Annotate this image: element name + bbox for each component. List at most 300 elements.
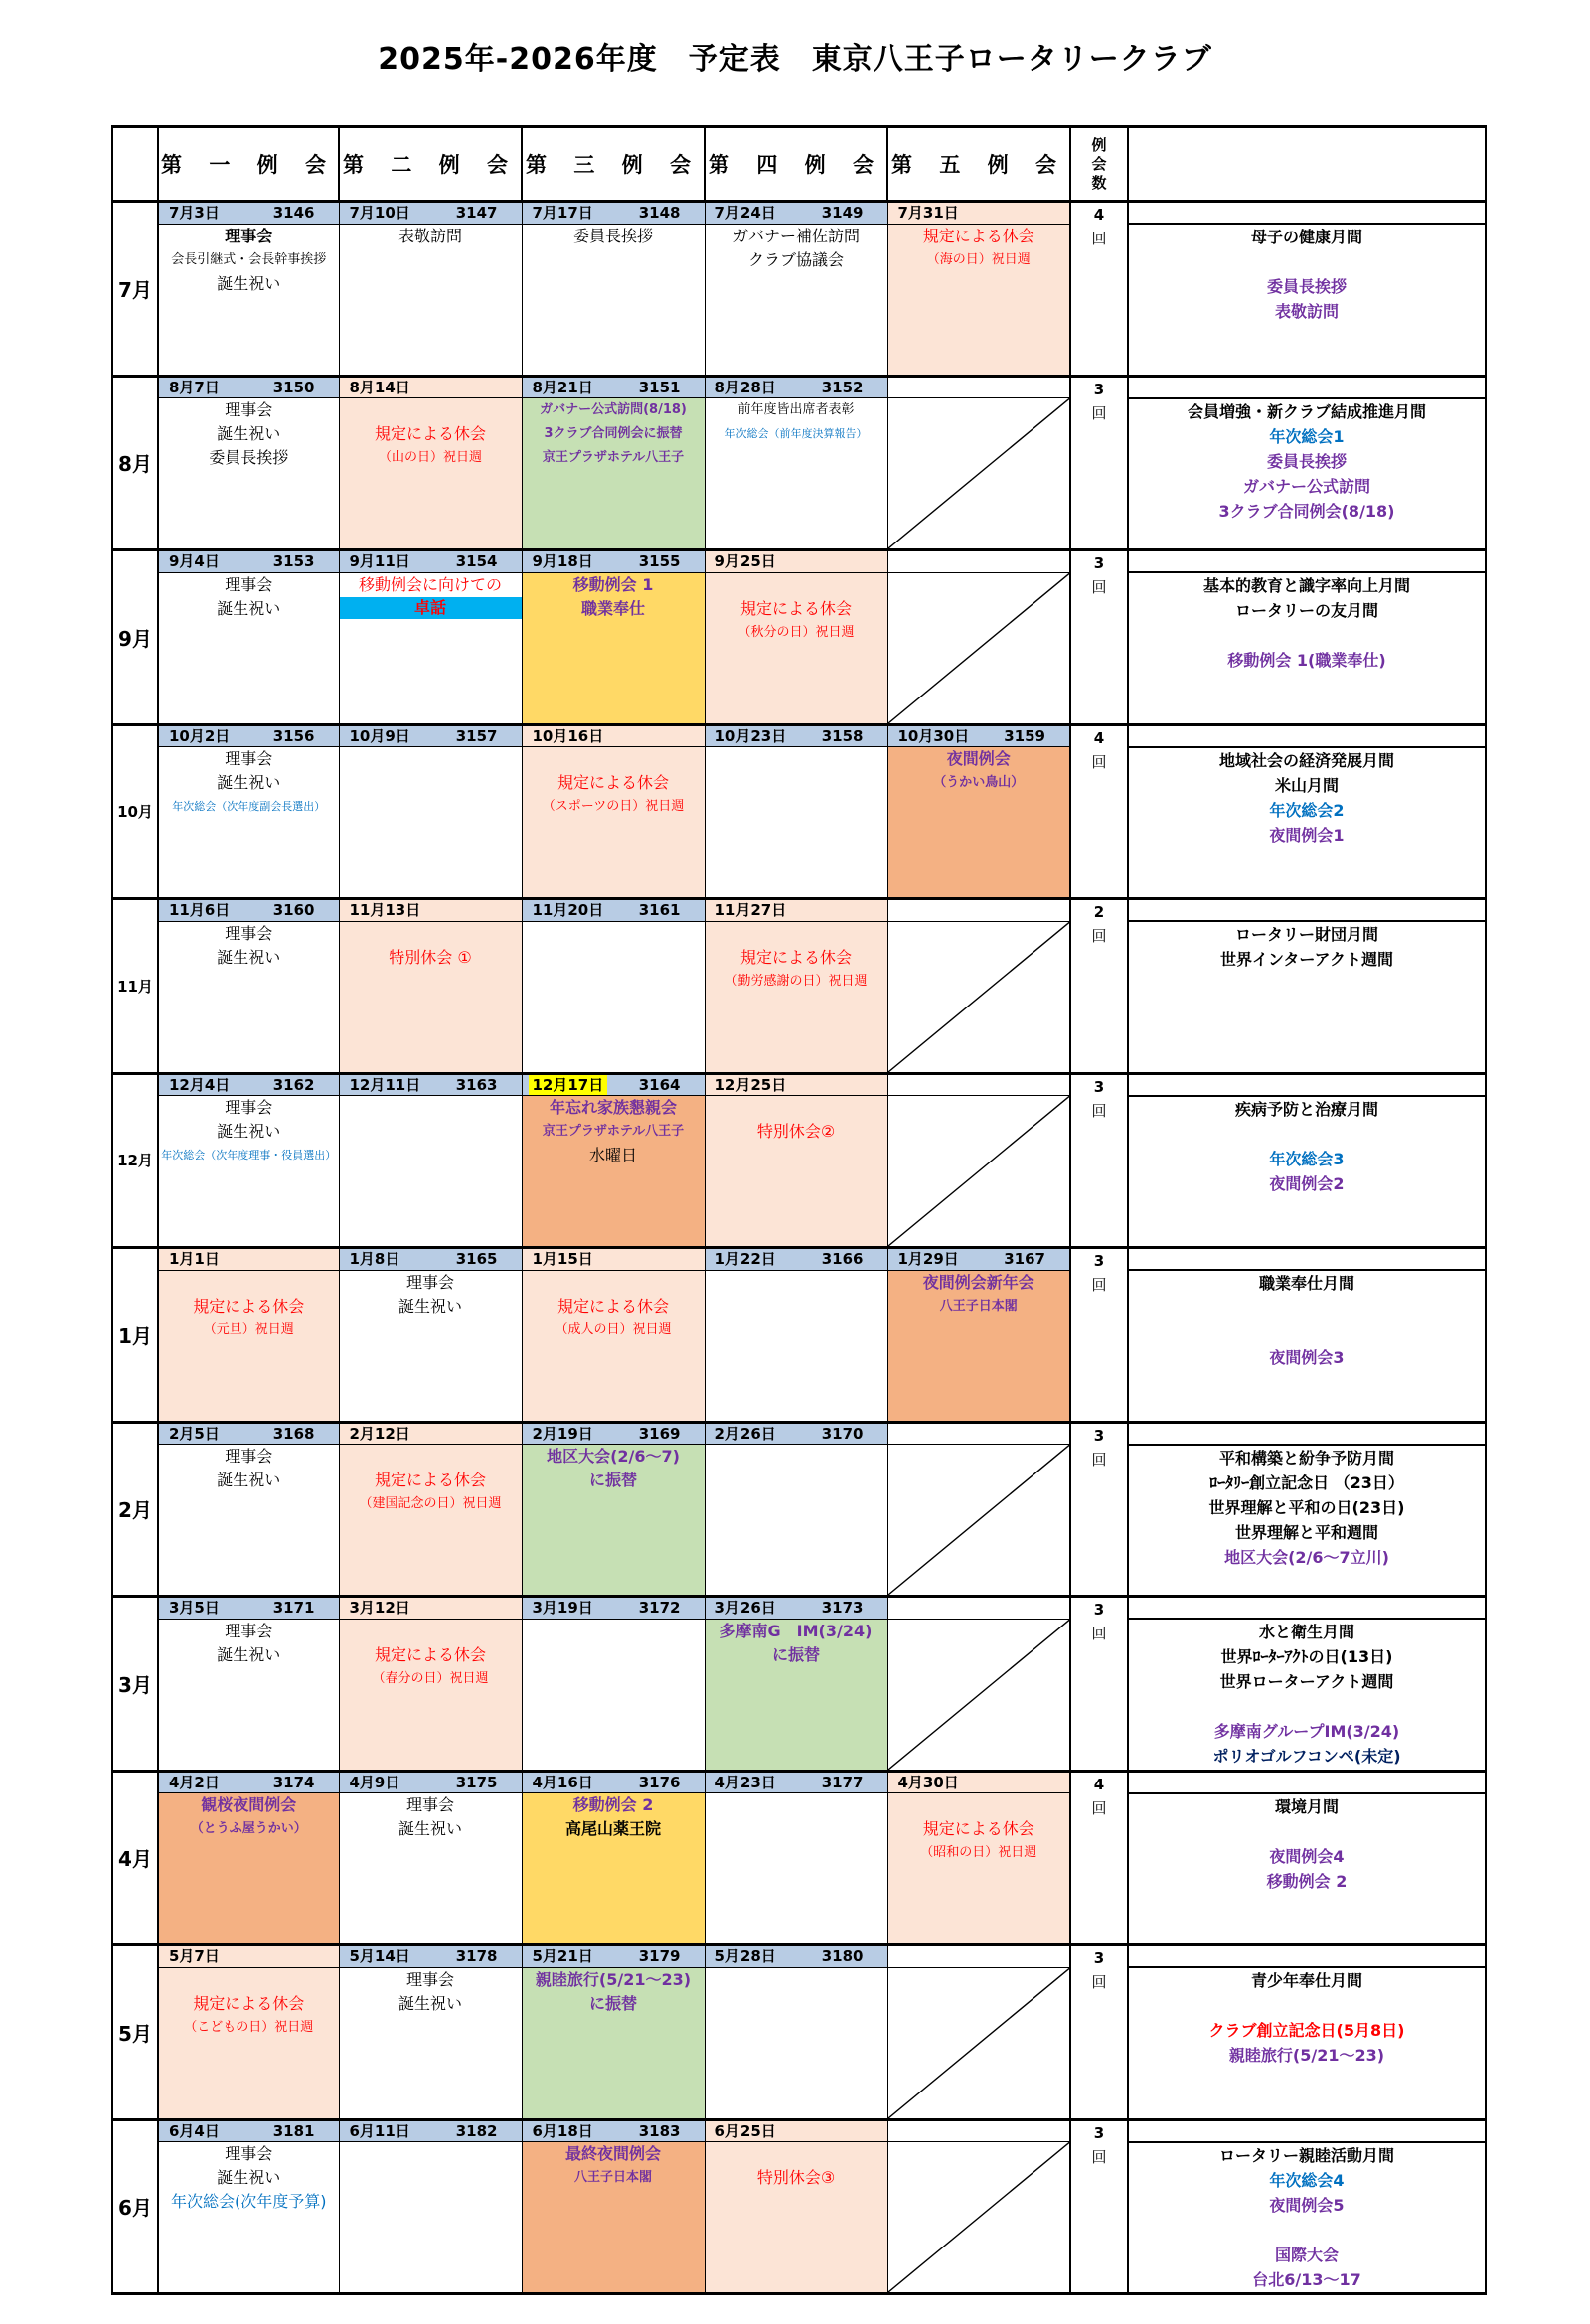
meeting-detail: 職業奉仕: [580, 598, 645, 618]
meeting-detail: （山の日）祝日週: [378, 450, 482, 465]
monthly-notes: [1128, 1096, 1486, 1248]
meeting-date: 6月18日: [532, 2121, 593, 2140]
first-meeting-cell: [158, 1967, 339, 2119]
meeting-number: 3164: [638, 1075, 681, 1094]
monthly-notes: [1128, 921, 1486, 1073]
meeting-date: 1月8日: [349, 1250, 400, 1268]
second-meeting-cell: [339, 224, 522, 376]
meeting-date: 8月28日: [715, 378, 776, 396]
blank-line: [1129, 1320, 1485, 1345]
note-item: 台北6/13～17: [1252, 2269, 1361, 2289]
note-item: 環境月間: [1274, 1796, 1339, 1816]
meeting-detail: 誕生祝い: [217, 947, 281, 967]
third-meeting-date: [522, 550, 705, 573]
meeting-date: 2月12日: [349, 1424, 410, 1443]
meeting-count: [1070, 1248, 1128, 1423]
meeting-number: 3178: [455, 1947, 498, 1965]
meeting-count: [1070, 2119, 1128, 2294]
second-meeting-cell: [339, 1445, 522, 1597]
meeting-detail: 規定による休会: [556, 773, 669, 792]
fifth-meeting-date: [887, 1248, 1070, 1271]
blank-line: [340, 398, 522, 422]
fifth-meeting-date: [887, 1771, 1070, 1793]
blank-line: [340, 1445, 522, 1469]
second-meeting-date: [339, 724, 522, 747]
fifth-meeting-date: [887, 1945, 1070, 1968]
meeting-detail: 年次総会（前年度決算報告）: [724, 427, 868, 440]
meeting-count: [1070, 550, 1128, 725]
meeting-detail: 理事会: [225, 400, 273, 419]
no-meeting-slash: [888, 1620, 1070, 1770]
note-item: 3クラブ合同例会(8/18): [1218, 501, 1395, 521]
monthly-notes: [1128, 1445, 1486, 1597]
fifth-meeting-cell: [887, 398, 1070, 550]
meeting-detail: （とうふ屋うかい）: [190, 1821, 307, 1836]
first-meeting-date: [158, 1771, 339, 1793]
first-meeting-date: [158, 1422, 339, 1445]
meeting-detail: 誕生祝い: [217, 1471, 281, 1489]
meeting-number: 3150: [272, 378, 315, 396]
meeting-date: 8月7日: [169, 378, 220, 396]
second-meeting-cell: [339, 572, 522, 724]
meeting-number: 3173: [821, 1599, 864, 1617]
meeting-detail: 水曜日: [588, 1146, 637, 1164]
third-meeting-cell: [522, 398, 705, 550]
second-meeting-cell: [339, 1967, 522, 2119]
meeting-count-value: 4: [1093, 1775, 1105, 1793]
meeting-detail: 理事会: [225, 1447, 273, 1466]
first-meeting-date: [158, 899, 339, 922]
meeting-detail: クラブ協議会: [747, 249, 844, 269]
meeting-count: [1070, 376, 1128, 550]
meeting-date: 3月5日: [169, 1599, 220, 1617]
fourth-meeting-cell: [705, 747, 887, 899]
note-item: 水と衛生月間: [1258, 1623, 1354, 1641]
fourth-meeting-cell: [705, 1619, 887, 1771]
meeting-date: 10月2日: [169, 726, 231, 745]
meeting-detail: 規定による休会: [739, 947, 852, 967]
meeting-detail: 規定による休会: [374, 1471, 486, 1489]
note-item: 世界インターアクト週間: [1219, 950, 1394, 969]
meeting-detail: 規定による休会: [374, 1644, 486, 1664]
meeting-detail: 最終夜間例会: [564, 2144, 661, 2163]
note-item: ガバナー公式訪問: [1242, 476, 1370, 496]
meeting-date: 3月12日: [349, 1599, 410, 1617]
note-item: 表敬訪問: [1274, 302, 1339, 321]
meeting-detail: 移動例会 2: [572, 1795, 654, 1814]
note-item: 会員増強・新クラブ結成推進月間: [1187, 401, 1426, 421]
monthly-notes: [1128, 747, 1486, 899]
meeting-date: 3月19日: [532, 1599, 593, 1617]
meeting-count: [1070, 202, 1128, 377]
meeting-date: 1月15日: [532, 1250, 593, 1268]
meeting-count-value: 3: [1093, 554, 1105, 572]
third-meeting-date: [522, 1073, 705, 1096]
fifth-meeting-date: [887, 724, 1070, 747]
month-date-row: [112, 899, 1486, 922]
meeting-number: 3167: [1004, 1250, 1045, 1268]
fourth-meeting-header: 第 四 例 会: [705, 127, 887, 202]
third-meeting-date: [522, 1771, 705, 1793]
fifth-meeting-date: [887, 376, 1070, 398]
meeting-date: 10月16日: [532, 726, 604, 745]
second-meeting-date: [339, 2119, 522, 2142]
meeting-date: 4月30日: [897, 1773, 959, 1791]
meeting-date: 1月1日: [169, 1250, 220, 1268]
meeting-detail: 卓話: [340, 597, 522, 619]
third-meeting-date: [522, 2119, 705, 2142]
meeting-detail: 誕生祝い: [398, 1993, 462, 2013]
fourth-meeting-date: [705, 550, 887, 573]
meeting-detail: 八王子日本閣: [573, 2170, 652, 2185]
meeting-date: 4月16日: [532, 1773, 593, 1791]
month-column-header: [112, 127, 158, 202]
meeting-date: 5月7日: [169, 1947, 220, 1965]
meeting-count-value: 4: [1093, 728, 1105, 747]
note-item: 多摩南グループIM(3/24): [1213, 1722, 1400, 1741]
note-item: 委員長挨拶: [1266, 451, 1347, 471]
meeting-detail: 規定による休会: [922, 1819, 1034, 1838]
fifth-meeting-cell: [887, 572, 1070, 724]
third-meeting-date: [522, 899, 705, 922]
meeting-detail: 年次総会（次年度理事・役員選出）: [161, 1149, 337, 1162]
month-content-row: [112, 398, 1486, 550]
fourth-meeting-cell: [705, 1967, 887, 2119]
month-content-row: [112, 1793, 1486, 1945]
meeting-count-unit: 回: [1091, 927, 1107, 945]
month-date-row: [112, 1771, 1486, 1793]
fifth-meeting-cell: [887, 1619, 1070, 1771]
meeting-count: [1070, 724, 1128, 899]
first-meeting-date: [158, 202, 339, 225]
meeting-count-unit: 回: [1091, 578, 1107, 596]
meeting-detail: 理事会: [225, 2144, 273, 2163]
month-date-row: [112, 724, 1486, 747]
month-content-row: [112, 1967, 1486, 2119]
note-item: 移動例会 2: [1266, 1871, 1348, 1891]
second-meeting-date: [339, 1771, 522, 1793]
second-meeting-cell: [339, 1793, 522, 1945]
notes-top-cell: [1128, 1597, 1486, 1620]
fourth-meeting-date: [705, 1073, 887, 1096]
second-meeting-cell: [339, 1619, 522, 1771]
meeting-number: 3169: [638, 1424, 681, 1443]
blank-line: [1129, 249, 1485, 274]
month-date-row: [112, 376, 1486, 398]
first-meeting-date: [158, 376, 339, 398]
second-meeting-date: [339, 376, 522, 398]
third-meeting-date: [522, 1945, 705, 1968]
meeting-detail: 移動例会に向けての: [358, 574, 502, 594]
meeting-detail: 誕生祝い: [398, 1819, 462, 1838]
monthly-notes: [1128, 1619, 1486, 1771]
note-item: 年次総会3: [1269, 1149, 1345, 1168]
note-item: ロータリー財団月間: [1234, 925, 1378, 944]
meeting-detail: 地区大会(2/6～7): [547, 1447, 680, 1466]
note-item: 米山月間: [1274, 775, 1339, 795]
note-item: 世界ﾛｰﾀｰｱｸﾄの日(13日): [1220, 1647, 1393, 1666]
meeting-count-value: 3: [1093, 380, 1105, 398]
meeting-number: 3181: [272, 2121, 315, 2140]
meeting-number: 3151: [638, 378, 681, 396]
meeting-date: 10月9日: [349, 726, 410, 745]
third-meeting-cell: [522, 1096, 705, 1248]
meeting-date: 4月9日: [349, 1773, 400, 1791]
month-date-row: [112, 2119, 1486, 2142]
fourth-meeting-cell: [705, 224, 887, 376]
first-meeting-date: [158, 550, 339, 573]
meeting-number: 3161: [638, 901, 681, 919]
meeting-count-unit: 回: [1091, 1276, 1107, 1294]
notes-top-cell: [1128, 2119, 1486, 2142]
header-row: [112, 127, 1486, 202]
meeting-date: 5月21日: [532, 1947, 593, 1965]
notes-top-cell: [1128, 724, 1486, 747]
meeting-count-unit: 回: [1091, 1973, 1107, 1991]
month-label: 12月: [112, 1073, 158, 1248]
meeting-detail: 規定による休会: [193, 1296, 305, 1316]
meeting-count-value: 3: [1093, 1077, 1105, 1096]
meeting-number: 3152: [821, 378, 864, 396]
meeting-number: 3182: [455, 2121, 498, 2140]
note-item: 平和構築と紛争予防月間: [1218, 1448, 1394, 1468]
fourth-meeting-date: [705, 202, 887, 225]
no-meeting-slash: [888, 2142, 1070, 2292]
meeting-date: 6月4日: [169, 2121, 220, 2140]
third-meeting-cell: [522, 224, 705, 376]
third-meeting-date: [522, 1248, 705, 1271]
fifth-meeting-header: 第 五 例 会: [887, 127, 1070, 202]
third-meeting-cell: [522, 2142, 705, 2294]
meeting-count-header: [1070, 127, 1128, 202]
meeting-number: 3170: [821, 1424, 864, 1443]
note-item: 移動例会 1(職業奉仕): [1227, 651, 1386, 670]
notes-top-cell: [1128, 1771, 1486, 1793]
month-date-row: [112, 1945, 1486, 1968]
first-meeting-date: [158, 2119, 339, 2142]
note-item: 青少年奉仕月間: [1250, 1971, 1362, 1990]
meeting-number: 3176: [638, 1773, 681, 1791]
meeting-number: 3163: [455, 1075, 498, 1094]
fifth-meeting-date: [887, 1597, 1070, 1620]
fourth-meeting-date: [705, 1597, 887, 1620]
note-item: 疾病予防と治療月間: [1234, 1099, 1378, 1119]
meeting-detail: 理事会: [405, 1272, 454, 1292]
month-label: 7月: [112, 202, 158, 377]
month-label: 3月: [112, 1597, 158, 1772]
first-meeting-date: [158, 1945, 339, 1968]
month-date-row: [112, 1597, 1486, 1620]
meeting-date: 9月25日: [715, 552, 776, 570]
third-meeting-cell: [522, 1270, 705, 1422]
blank-line: [888, 1793, 1070, 1817]
meeting-number: 3159: [1004, 726, 1045, 745]
meeting-number: 3171: [272, 1599, 315, 1617]
meeting-number: 3148: [638, 204, 681, 222]
month-content-row: [112, 1445, 1486, 1597]
second-meeting-date: [339, 1597, 522, 1620]
meeting-detail: 委員長挨拶: [572, 226, 653, 245]
note-item: 世界理解と平和週間: [1234, 1522, 1378, 1542]
second-meeting-cell: [339, 2142, 522, 2294]
fourth-meeting-cell: [705, 1270, 887, 1422]
meeting-detail: 理事会: [405, 1795, 454, 1814]
meeting-count-value: 3: [1093, 1949, 1105, 1967]
month-content-row: [112, 1619, 1486, 1771]
fourth-meeting-date: [705, 2119, 887, 2142]
meeting-detail: （スポーツの日）祝日週: [542, 799, 685, 814]
meeting-detail: 委員長挨拶: [209, 448, 289, 467]
month-content-row: [112, 224, 1486, 376]
month-label: 2月: [112, 1422, 158, 1597]
meeting-count-header-text: 例 会 数: [1091, 135, 1107, 192]
month-content-row: [112, 1096, 1486, 1248]
fifth-meeting-cell: [887, 747, 1070, 899]
meeting-date: 1月29日: [897, 1250, 959, 1268]
meeting-date: 11月13日: [349, 901, 421, 919]
second-meeting-date: [339, 899, 522, 922]
third-meeting-cell: [522, 1967, 705, 2119]
meeting-date: 7月17日: [532, 204, 593, 222]
note-item: 夜間例会5: [1269, 2195, 1345, 2215]
note-item: 職業奉仕月間: [1258, 1274, 1354, 1293]
meeting-date: 10月23日: [715, 726, 787, 745]
first-meeting-date: [158, 1073, 339, 1096]
meeting-number: 3179: [638, 1947, 681, 1965]
first-meeting-cell: [158, 1793, 339, 1945]
meeting-detail: （海の日）祝日週: [926, 251, 1031, 267]
month-label: 1月: [112, 1248, 158, 1423]
meeting-detail: （うかい鳥山）: [933, 775, 1025, 790]
third-meeting-cell: [522, 747, 705, 899]
no-meeting-slash: [888, 1096, 1070, 1246]
fifth-meeting-cell: [887, 1793, 1070, 1945]
fourth-meeting-date: [705, 1422, 887, 1445]
fourth-meeting-cell: [705, 1793, 887, 1945]
first-meeting-cell: [158, 1270, 339, 1422]
meeting-detail: 理事会: [225, 226, 273, 245]
monthly-notes: [1128, 224, 1486, 376]
third-meeting-date: [522, 202, 705, 225]
no-meeting-slash: [888, 1445, 1070, 1595]
meeting-count: [1070, 1422, 1128, 1597]
second-meeting-date: [339, 1945, 522, 1968]
blank-line: [1129, 1122, 1485, 1147]
third-meeting-date: [522, 724, 705, 747]
second-meeting-cell: [339, 1096, 522, 1248]
month-label: 8月: [112, 376, 158, 550]
notes-top-cell: [1128, 376, 1486, 398]
meeting-number: 3162: [272, 1075, 315, 1094]
note-item: ポリオゴルフコンペ(未定): [1212, 1747, 1401, 1766]
meeting-date: 7月3日: [169, 204, 220, 222]
schedule-table: [111, 125, 1487, 2295]
first-meeting-cell: [158, 1445, 339, 1597]
meeting-date: 11月27日: [715, 901, 787, 919]
month-content-row: [112, 1270, 1486, 1422]
first-meeting-cell: [158, 572, 339, 724]
meeting-count: [1070, 1597, 1128, 1772]
blank-line: [159, 1968, 339, 1992]
meeting-date: 11月6日: [169, 901, 231, 919]
monthly-notes: [1128, 572, 1486, 724]
third-meeting-cell: [522, 572, 705, 724]
note-item: 地区大会(2/6～7立川): [1224, 1547, 1389, 1567]
meeting-count-value: 3: [1093, 2123, 1105, 2142]
meeting-number: 3153: [272, 552, 315, 570]
note-item: 世界ローターアクト週間: [1219, 1672, 1394, 1691]
meeting-detail: 年次総会（次年度副会長選出）: [172, 800, 326, 813]
meeting-date: 4月2日: [169, 1773, 220, 1791]
meeting-count-unit: 回: [1091, 1101, 1107, 1120]
meeting-date: 4月23日: [715, 1773, 776, 1791]
meeting-date: 8月14日: [349, 378, 410, 396]
meeting-number: 3177: [821, 1773, 864, 1791]
monthly-notes: [1128, 398, 1486, 550]
meeting-count-unit: 回: [1091, 230, 1107, 247]
meeting-count-unit: 回: [1091, 403, 1107, 422]
fifth-meeting-cell: [887, 1096, 1070, 1248]
fifth-meeting-cell: [887, 224, 1070, 376]
meeting-date: 9月18日: [532, 552, 593, 570]
meeting-count-value: 3: [1093, 1601, 1105, 1619]
meeting-detail: （昭和の日）祝日週: [920, 1845, 1037, 1860]
month-date-row: [112, 202, 1486, 225]
month-content-row: [112, 921, 1486, 1073]
month-label: 10月: [112, 724, 158, 899]
month-date-row: [112, 550, 1486, 573]
fourth-meeting-cell: [705, 1445, 887, 1597]
meeting-detail: 高尾山薬王院: [564, 1819, 661, 1838]
meeting-date: 8月21日: [532, 378, 593, 396]
third-meeting-cell: [522, 1619, 705, 1771]
fourth-meeting-date: [705, 1771, 887, 1793]
note-item: 年次総会4: [1269, 2170, 1345, 2190]
month-label: 6月: [112, 2119, 158, 2294]
meeting-detail: ガバナー公式訪問(8/18): [540, 402, 687, 417]
meeting-count-unit: 回: [1091, 752, 1107, 771]
no-meeting-slash: [888, 398, 1070, 548]
meeting-detail: 誕生祝い: [398, 1296, 462, 1316]
meeting-detail: 理事会: [225, 574, 273, 594]
third-meeting-cell: [522, 1445, 705, 1597]
meeting-detail: に振替: [588, 1993, 637, 2013]
blank-line: [523, 1271, 705, 1295]
fifth-meeting-cell: [887, 2142, 1070, 2294]
third-meeting-date: [522, 1422, 705, 1445]
fourth-meeting-cell: [705, 572, 887, 724]
meeting-number: 3183: [638, 2121, 681, 2140]
meeting-date: 12月25日: [715, 1075, 787, 1094]
meeting-detail: 年次総会(次年度予算): [171, 2192, 327, 2211]
note-item: 親睦旅行(5/21～23): [1228, 2046, 1385, 2065]
notes-top-cell: [1128, 1422, 1486, 1445]
fifth-meeting-date: [887, 2119, 1070, 2142]
note-item: 年次総会2: [1269, 800, 1345, 820]
meeting-count-value: 4: [1093, 206, 1105, 224]
blank-line: [1129, 2218, 1485, 2243]
month-label: 5月: [112, 1945, 158, 2120]
month-label: 4月: [112, 1771, 158, 1945]
meeting-detail: 八王子日本閣: [939, 1298, 1018, 1314]
first-meeting-cell: [158, 1619, 339, 1771]
meeting-date: 10月30日: [897, 726, 970, 745]
meeting-count-unit: 回: [1091, 2147, 1107, 2166]
no-meeting-slash: [888, 1968, 1070, 2118]
month-date-row: [112, 1073, 1486, 1096]
meeting-date: 1月22日: [715, 1250, 776, 1268]
month-date-row: [112, 1248, 1486, 1271]
